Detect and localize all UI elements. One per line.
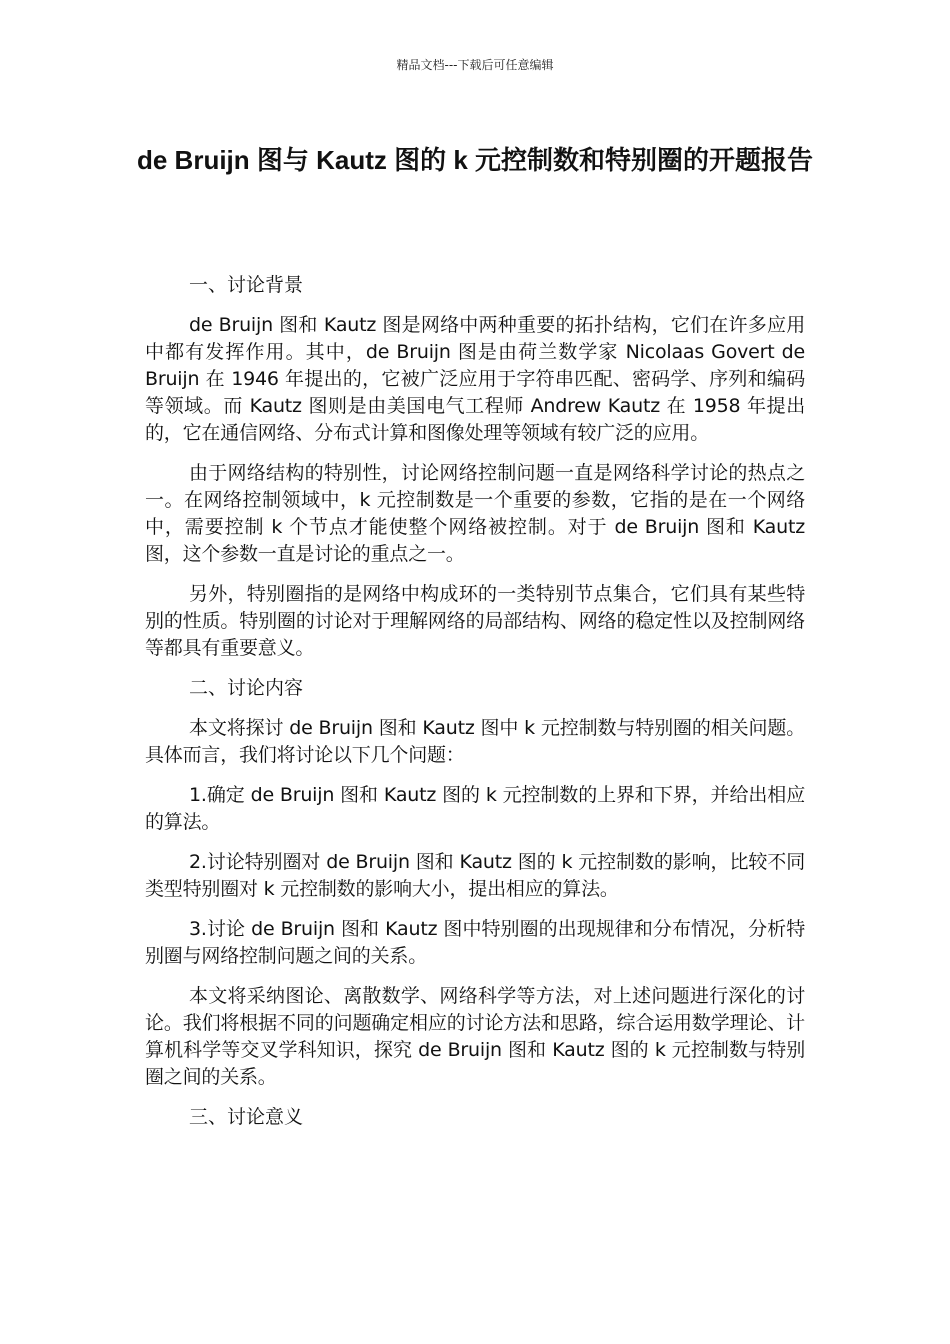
paragraph-content-item-3: 3.讨论 de Bruijn 图和 Kautz 图中特别圈的出现规律和分布情况，分析特别圈与网络控制问题之间的关系。 [145,918,805,967]
paragraph-background-1: de Bruijn 图和 Kautz 图是网络中两种重要的拓扑结构，它们在许多应用中都有发挥作用。其中，de Bruijn 图是由荷兰数学家 Nicolaas Govert de Bruijn 在 1946 年提出的，它被广泛应用于字符串匹配、密码学、序列和编码等领域。而 Kautz 图则是由美国电气工程师 Andrew Kautz 在 1958 年提出的，它在通信网络、分布式计算和图像处理等领域有较广泛的应用。 [145,314,805,444]
document-body [145,272,805,1144]
paragraph-background-2: 由于网络结构的特别性，讨论网络控制问题一直是网络科学讨论的热点之一。在网络控制领域中，k 元控制数是一个重要的参数，它指的是在一个网络中，需要控制 k 个节点才能使整个网络被控制。对于 de Bruijn 图和 Kautz 图，这个参数一直是讨论的重点之一。 [145,462,805,565]
section-heading-significance: 三、讨论意义 [189,1106,304,1128]
page-header: 精品文档---下载后可任意编辑 [396,58,554,72]
paragraph-content-methods: 本文将采纳图论、离散数学、网络科学等方法，对上述问题进行深化的讨论。我们将根据不同的问题确定相应的讨论方法和思路，综合运用数学理论、计算机科学等交叉学科知识，探究 de Bruijn 图和 Kautz 图的 k 元控制数与特别圈之间的关系。 [145,985,805,1088]
paragraph-background-3: 另外，特别圈指的是网络中构成环的一类特别节点集合，它们具有某些特别的性质。特别圈的讨论对于理解网络的局部结构、网络的稳定性以及控制网络等都具有重要意义。 [145,583,805,659]
section-heading-background: 一、讨论背景 [189,274,304,296]
section-heading-content: 二、讨论内容 [189,677,304,699]
paragraph-content-item-1: 1.确定 de Bruijn 图和 Kautz 图的 k 元控制数的上界和下界，并给出相应的算法。 [145,784,805,833]
document-title: de Bruijn 图与 Kautz 图的 k 元控制数和特别圈的开题报告 [136,145,814,175]
paragraph-content-intro: 本文将探讨 de Bruijn 图和 Kautz 图中 k 元控制数与特别圈的相关问题。具体而言，我们将讨论以下几个问题： [145,717,805,766]
paragraph-content-item-2: 2.讨论特别圈对 de Bruijn 图和 Kautz 图的 k 元控制数的影响，比较不同类型特别圈对 k 元控制数的影响大小，提出相应的算法。 [145,851,805,900]
